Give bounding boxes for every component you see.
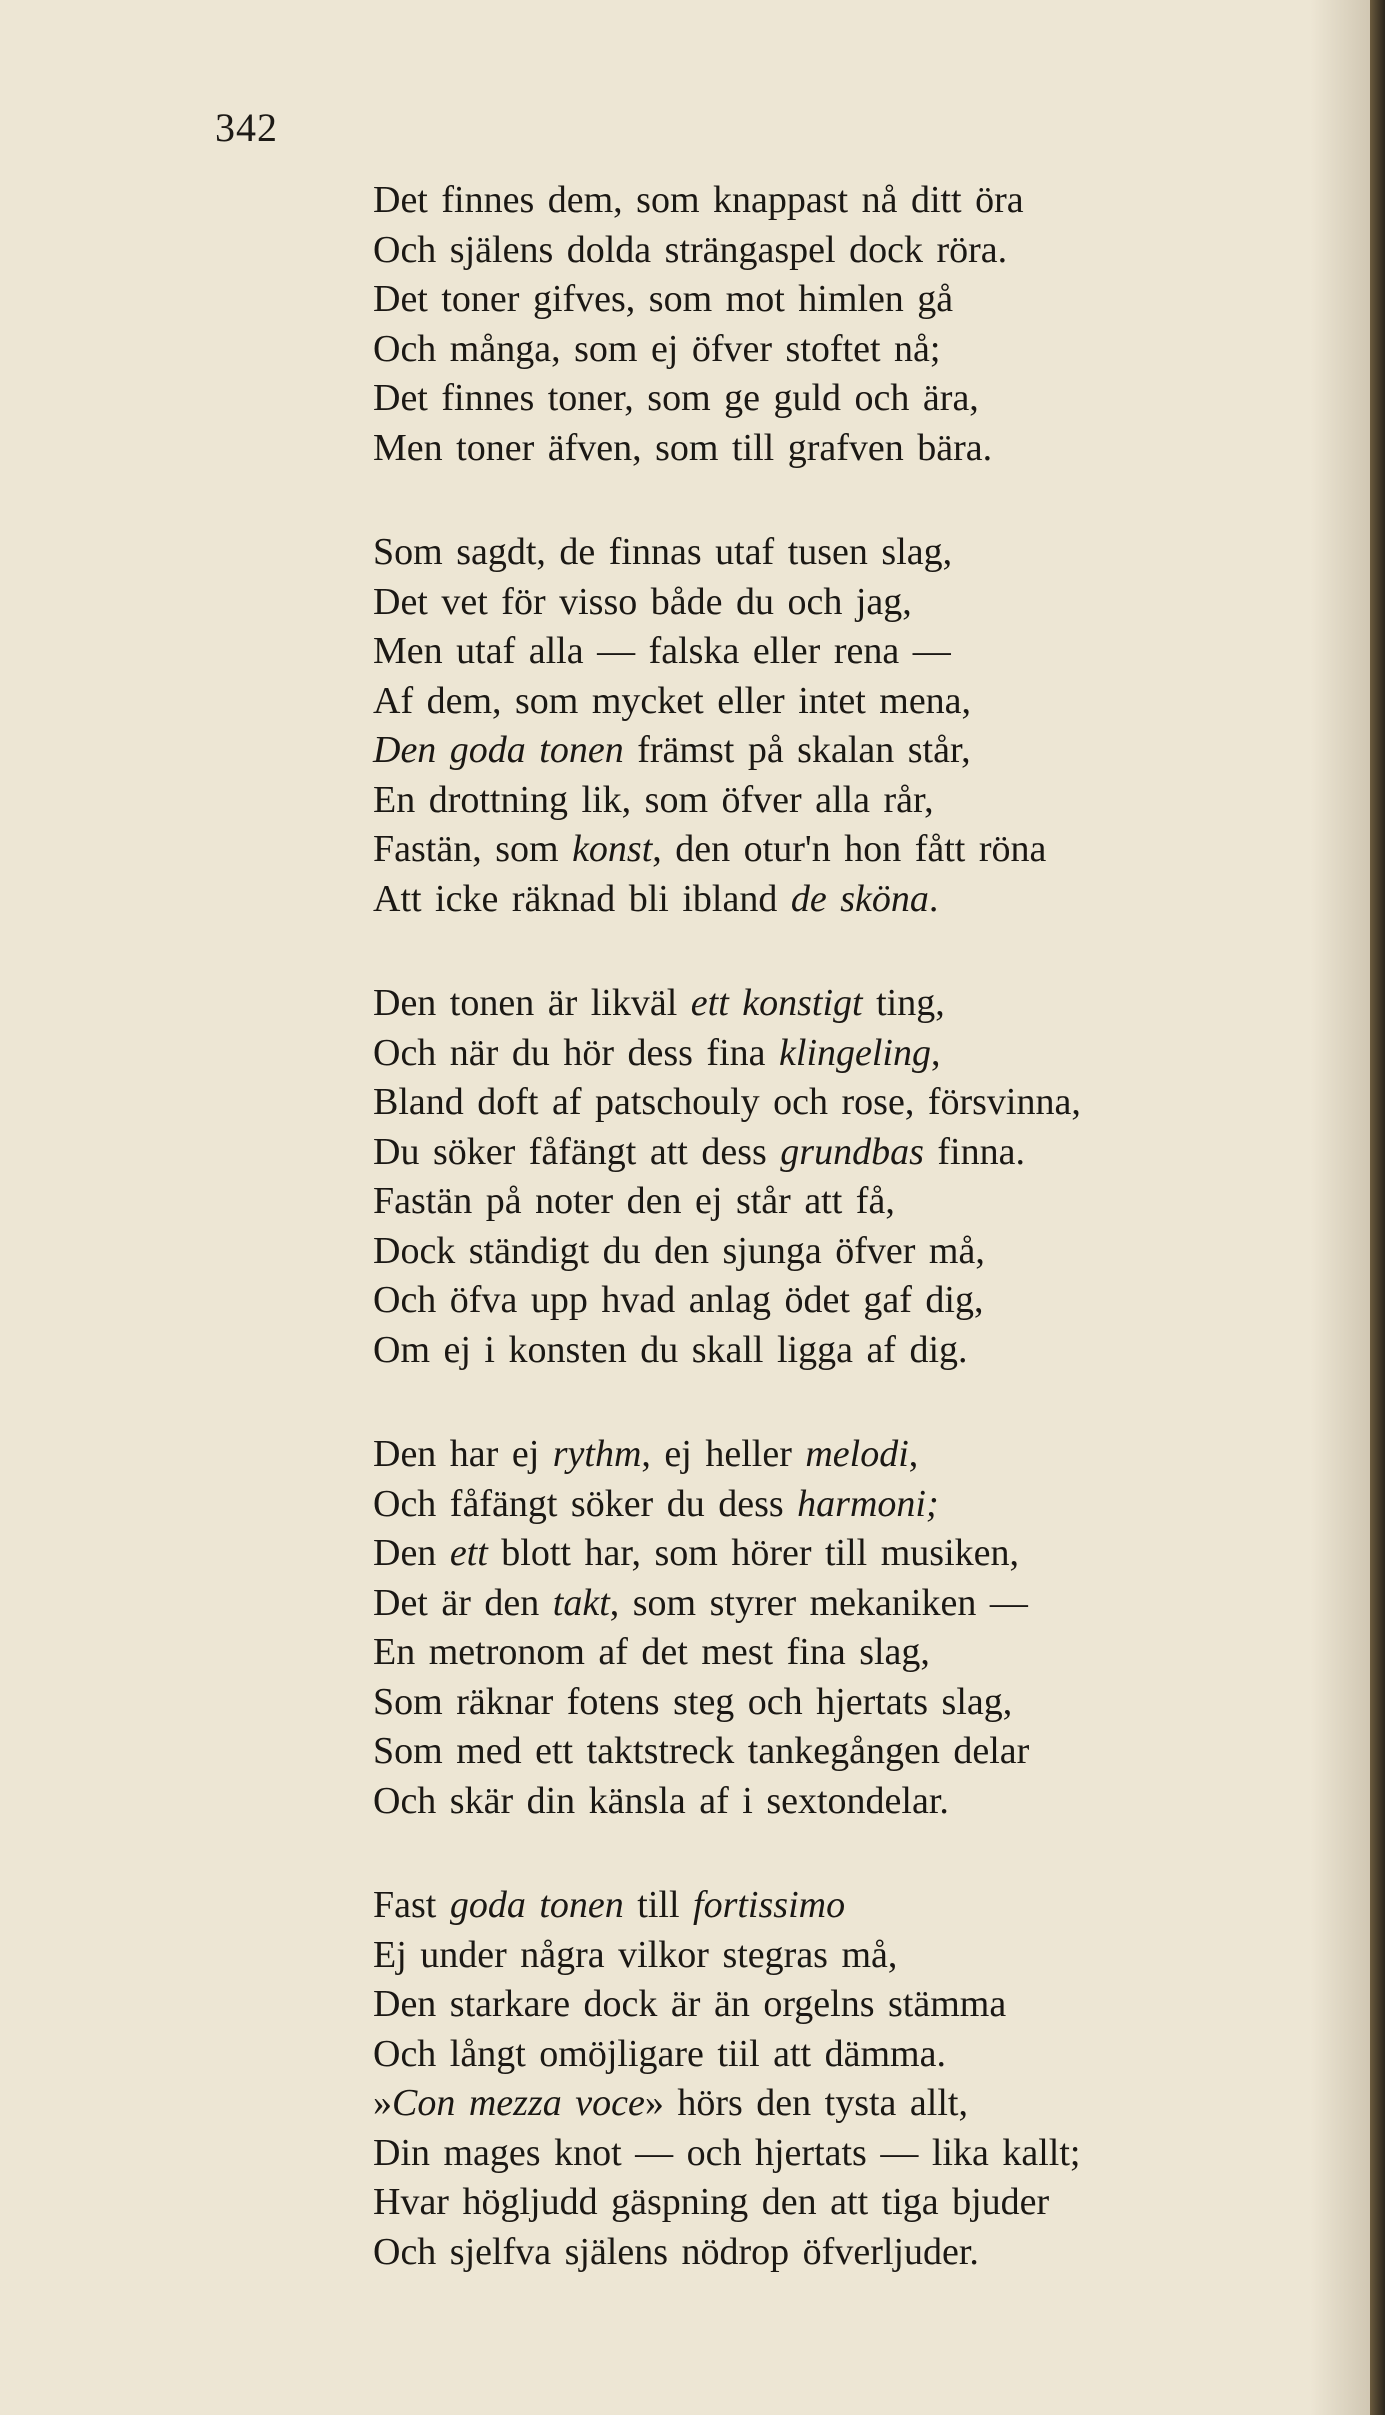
line-text: Som räknar fotens steg och hjertats slag,	[373, 1680, 1013, 1723]
line-text: Och fåfängt söker du dess	[373, 1482, 798, 1525]
line-text: Det är den	[373, 1581, 553, 1624]
poem-line	[373, 424, 1333, 474]
line-text: Det toner gifves, som mot himlen gå	[373, 278, 954, 320]
line-text: Det finnes toner, som ge guld och ära,	[373, 377, 979, 419]
poem-line	[373, 374, 1333, 424]
poem-line	[373, 528, 1333, 578]
poem-line	[373, 2079, 1333, 2129]
poem-line	[373, 1128, 1333, 1178]
line-text: Om ej i konsten du skall ligga af dig.	[373, 1328, 968, 1371]
poem-line	[373, 1430, 1333, 1480]
poem-line	[373, 1678, 1333, 1728]
poem-line	[373, 825, 1333, 875]
line-text: ting,	[862, 982, 945, 1024]
italic-text: Den goda tonen	[373, 729, 624, 771]
poem-line	[373, 226, 1333, 276]
line-text: Af dem, som mycket eller intet mena,	[373, 679, 972, 722]
line-text: »	[373, 2082, 392, 2124]
italic-text: goda tonen	[449, 1884, 624, 1926]
line-text: Att icke räknad bli ibland	[373, 877, 791, 920]
poem-line	[373, 979, 1333, 1029]
line-text: ,	[930, 1031, 941, 1074]
poem-line	[373, 1881, 1333, 1931]
line-text: Men utaf alla — falska eller rena —	[373, 630, 951, 672]
poem-line	[373, 1326, 1333, 1376]
line-text: blott har, som hörer till musiken,	[487, 1532, 1019, 1574]
line-text: Och långt omöjligare tiil att dämma.	[373, 2032, 946, 2075]
line-text: Bland doft af patschouly och rose, försvinna,	[373, 1081, 1081, 1123]
poem-line	[373, 726, 1333, 776]
poem-line	[373, 325, 1333, 375]
line-text: En drottning lik, som öfver alla rår,	[373, 778, 934, 821]
line-text: Fast	[373, 1884, 450, 1926]
italic-text: ett	[449, 1532, 488, 1574]
line-text: till	[623, 1884, 694, 1926]
poem-line	[373, 1579, 1333, 1629]
poem-line	[373, 275, 1333, 325]
line-text: , den otur'n hon fått röna	[652, 828, 1047, 870]
line-text: , som styrer mekaniken —	[609, 1581, 1028, 1624]
line-text: Fastän på noter den ej står att få,	[373, 1180, 895, 1222]
italic-text: rythm	[552, 1433, 642, 1475]
poem-line	[373, 875, 1333, 925]
line-text: främst på skalan står,	[623, 729, 971, 771]
line-text: Fastän, som	[373, 828, 573, 870]
line-text: Och själens dolda strängaspel dock röra.	[373, 228, 1008, 271]
italic-text: Con mezza voce	[392, 2082, 645, 2124]
italic-text: harmoni;	[797, 1482, 939, 1525]
poem-line	[373, 176, 1333, 226]
line-text: Och när du hör dess fina	[373, 1031, 780, 1074]
stanza-2	[373, 528, 1333, 924]
stanza-5	[373, 1881, 1333, 2277]
poem-line	[373, 2178, 1333, 2228]
line-text: En metronom af det mest fina slag,	[373, 1631, 930, 1673]
line-text: Och sjelfva själens nödrop öfverljuder.	[373, 2230, 979, 2273]
line-text: Det vet för visso både du och jag,	[373, 580, 912, 623]
book-edge	[1370, 0, 1385, 2415]
line-text: finna.	[923, 1130, 1025, 1173]
italic-text: konst	[572, 828, 653, 870]
poem-line	[373, 1931, 1333, 1981]
line-text: .	[928, 877, 939, 920]
poem-line	[373, 1029, 1333, 1079]
stanza-1	[373, 176, 1333, 473]
poem-line	[373, 578, 1333, 628]
line-text: Den	[373, 1532, 450, 1574]
line-text: Det finnes dem, som knappast nå ditt öra	[373, 179, 1024, 221]
line-text: Din mages knot — och hjertats — lika kallt;	[373, 2131, 1081, 2174]
line-text: , ej heller	[641, 1433, 806, 1475]
stanza-4	[373, 1430, 1333, 1826]
poem-line	[373, 627, 1333, 677]
poem-line	[373, 1777, 1333, 1827]
line-text: Och skär din känsla af i sextondelar.	[373, 1779, 949, 1822]
italic-text: takt	[552, 1581, 610, 1624]
page-number: 342	[215, 105, 278, 150]
line-text: Du söker fåfängt att dess	[373, 1130, 781, 1173]
line-text: Den har ej	[373, 1433, 553, 1475]
poem-line	[373, 1980, 1333, 2030]
poem-line	[373, 677, 1333, 727]
poem-line	[373, 776, 1333, 826]
italic-text: klingeling	[779, 1031, 931, 1074]
poem-line	[373, 2129, 1333, 2179]
poem-line	[373, 2030, 1333, 2080]
line-text: Men toner äfven, som till grafven bära.	[373, 426, 993, 469]
line-text: Hvar högljudd gäspning den att tiga bjuder	[373, 2181, 1050, 2223]
italic-text: de sköna	[790, 877, 929, 920]
poem-line	[373, 1177, 1333, 1227]
poem-line	[373, 1227, 1333, 1277]
line-text: Den tonen är likväl	[373, 982, 691, 1024]
stanza-3	[373, 979, 1333, 1375]
poem-line	[373, 1276, 1333, 1326]
poem-text	[373, 176, 1333, 2332]
line-text: Den starkare dock är än orgelns stämma	[373, 1983, 1007, 2025]
poem-line	[373, 1480, 1333, 1530]
line-text: Som sagdt, de finnas utaf tusen slag,	[373, 531, 953, 573]
line-text: ,	[908, 1433, 919, 1475]
line-text: Som med ett taktstreck tankegången delar	[373, 1730, 1030, 1772]
poem-line	[373, 1529, 1333, 1579]
line-text: Dock ständigt du den sjunga öfver må,	[373, 1229, 985, 1272]
italic-text: melodi	[805, 1433, 909, 1475]
poem-line	[373, 1078, 1333, 1128]
poem-line	[373, 1628, 1333, 1678]
line-text: Och öfva upp hvad anlag ödet gaf dig,	[373, 1279, 984, 1321]
line-text: Och många, som ej öfver stoftet nå;	[373, 327, 941, 370]
poem-line	[373, 1727, 1333, 1777]
line-text: Ej under några vilkor stegras må,	[373, 1933, 898, 1976]
italic-text: fortissimo	[693, 1884, 846, 1926]
poem-line	[373, 2228, 1333, 2278]
line-text: » hörs den tysta allt,	[644, 2082, 968, 2124]
italic-text: ett konstigt	[690, 982, 863, 1024]
italic-text: grundbas	[780, 1130, 924, 1173]
